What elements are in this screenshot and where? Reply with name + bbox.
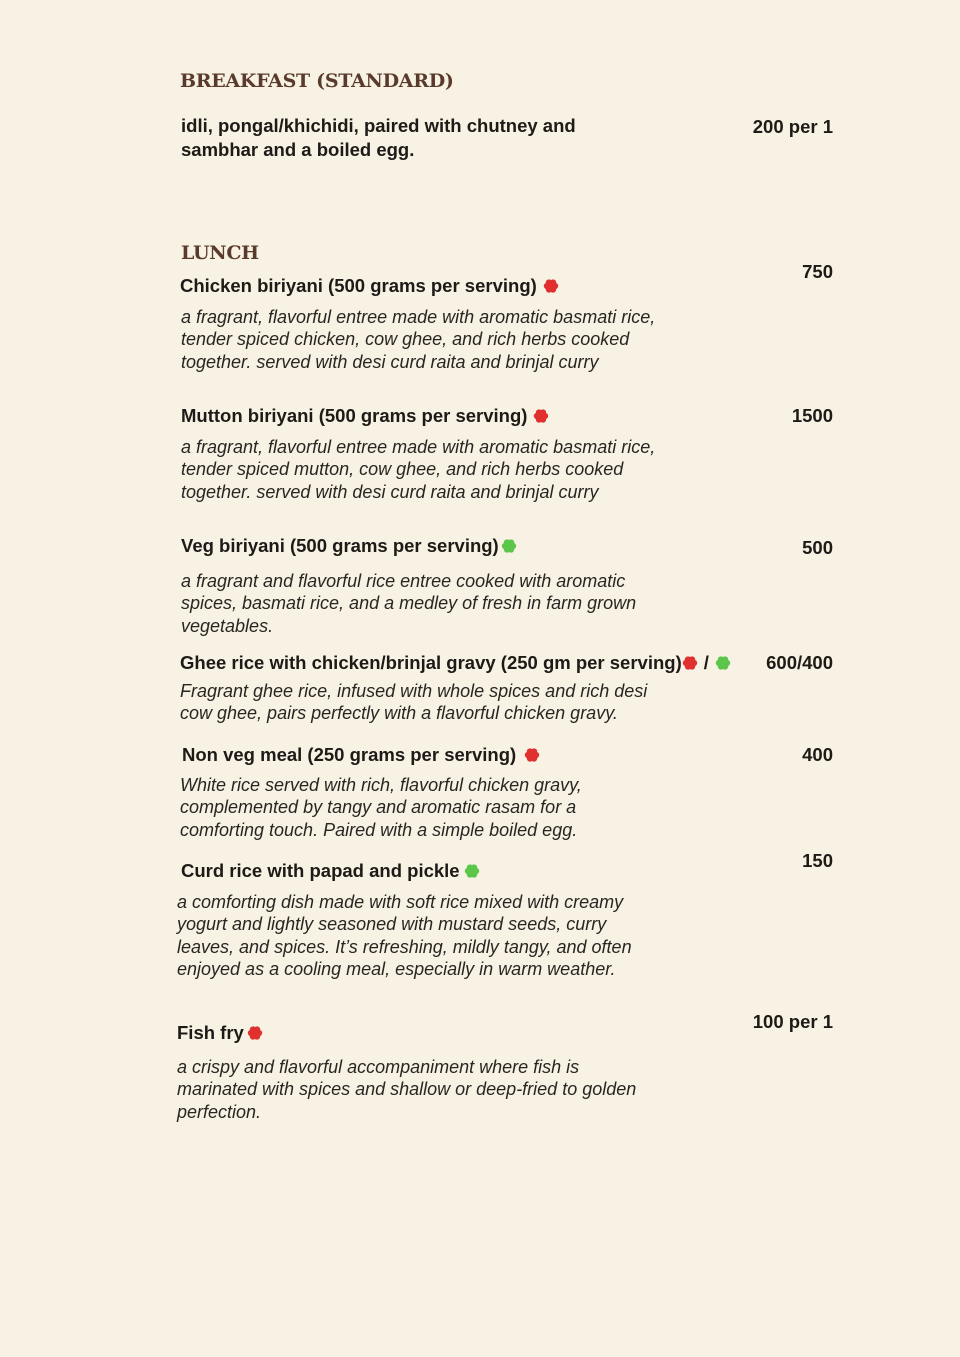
- nonveg-icon: [247, 1025, 263, 1041]
- description-line: spices, basmati rice, and a medley of fresh in farm grown: [181, 593, 637, 614]
- description-line: vegetables.: [181, 615, 274, 636]
- menu-item-label: Curd rice with papad and pickle: [181, 860, 460, 881]
- menu-item-label: Ghee rice with chicken/brinjal gravy (250 gm per serving): [180, 652, 682, 673]
- menu-item-price: 750: [802, 261, 833, 282]
- menu-item-label: Chicken biriyani (500 grams per serving): [180, 275, 537, 296]
- breakfast-description-line: sambhar and a boiled egg.: [181, 139, 415, 160]
- menu-item-name: [177, 1022, 263, 1044]
- description-line: complemented by tangy and aromatic rasam for a: [180, 797, 577, 818]
- description-line: tender spiced mutton, cow ghee, and rich herbs cooked: [181, 459, 624, 480]
- menu-item-price: 500: [802, 537, 833, 558]
- nonveg-icon: [524, 747, 540, 763]
- menu-item-price: 150: [802, 850, 833, 871]
- menu-item-label: Fish fry: [177, 1022, 244, 1043]
- menu-item-price: 400: [802, 744, 833, 765]
- menu-item-description: [180, 774, 582, 841]
- description-line: enjoyed as a cooling meal, especially in warm weather.: [177, 958, 616, 979]
- menu-item-name: [180, 652, 731, 674]
- menu-item-label: Non veg meal (250 grams per serving): [182, 744, 517, 765]
- breakfast-heading: BREAKFAST (STANDARD): [180, 70, 454, 92]
- description-line: a fragrant, flavorful entree made with aromatic basmati rice,: [181, 437, 656, 457]
- menu-item-price: 600/400: [766, 652, 833, 673]
- lunch-heading: LUNCH: [181, 242, 259, 264]
- breakfast-description-line: idli, pongal/khichidi, paired with chutney and: [181, 115, 576, 136]
- menu-item-name: [182, 744, 540, 766]
- description-line: together. served with desi curd raita and brinjal curry: [181, 481, 599, 502]
- menu-item-price: 1500: [791, 405, 833, 426]
- menu-item-description: [177, 1056, 636, 1123]
- veg-icon: [501, 538, 517, 554]
- menu-item-description: [181, 306, 655, 373]
- menu-item-description: [181, 436, 655, 503]
- nonveg-icon: [533, 408, 549, 424]
- description-line: a fragrant, flavorful entree made with aromatic basmati rice,: [181, 307, 656, 327]
- menu-item-price: 100 per 1: [752, 1011, 833, 1032]
- menu-item-name: [181, 535, 517, 557]
- menu-item-label: Mutton biriyani (500 grams per serving): [181, 405, 528, 426]
- menu-item-description: [180, 680, 647, 725]
- description-line: tender spiced chicken, cow ghee, and rich herbs cooked: [181, 329, 630, 350]
- nonveg-icon: [682, 655, 698, 671]
- description-line: leaves, and spices. It’s refreshing, mildly tangy, and often: [177, 936, 632, 957]
- description-line: yogurt and lightly seasoned with mustard seeds, curry: [177, 914, 607, 935]
- menu-item-label: Veg biriyani (500 grams per serving): [181, 535, 499, 556]
- description-line: cow ghee, pairs perfectly with a flavorful chicken gravy.: [180, 703, 618, 724]
- description-line: White rice served with rich, flavorful chicken gravy,: [180, 775, 582, 795]
- description-line: a comforting dish made with soft rice mixed with creamy: [177, 892, 624, 912]
- menu-item-name: [180, 275, 559, 297]
- marker-separator: /: [703, 652, 709, 673]
- description-line: marinated with spices and shallow or deep-fried to golden: [177, 1079, 637, 1100]
- description-line: perfection.: [177, 1101, 262, 1122]
- menu-item-name: [181, 405, 549, 427]
- veg-icon: [464, 863, 480, 879]
- menu-item-description: [181, 570, 636, 637]
- description-line: comforting touch. Paired with a simple boiled egg.: [180, 819, 578, 840]
- nonveg-icon: [543, 278, 559, 294]
- veg-icon: [715, 655, 731, 671]
- description-line: Fragrant ghee rice, infused with whole spices and rich desi: [180, 681, 648, 701]
- description-line: a crispy and flavorful accompaniment where fish is: [177, 1057, 580, 1077]
- breakfast-price: 200 per 1: [752, 116, 833, 137]
- menu-item-description: [177, 891, 632, 980]
- menu-item-name: [181, 860, 480, 882]
- description-line: together. served with desi curd raita and brinjal curry: [181, 351, 599, 372]
- breakfast-description: [181, 114, 701, 162]
- description-line: a fragrant and flavorful rice entree cooked with aromatic: [181, 571, 626, 591]
